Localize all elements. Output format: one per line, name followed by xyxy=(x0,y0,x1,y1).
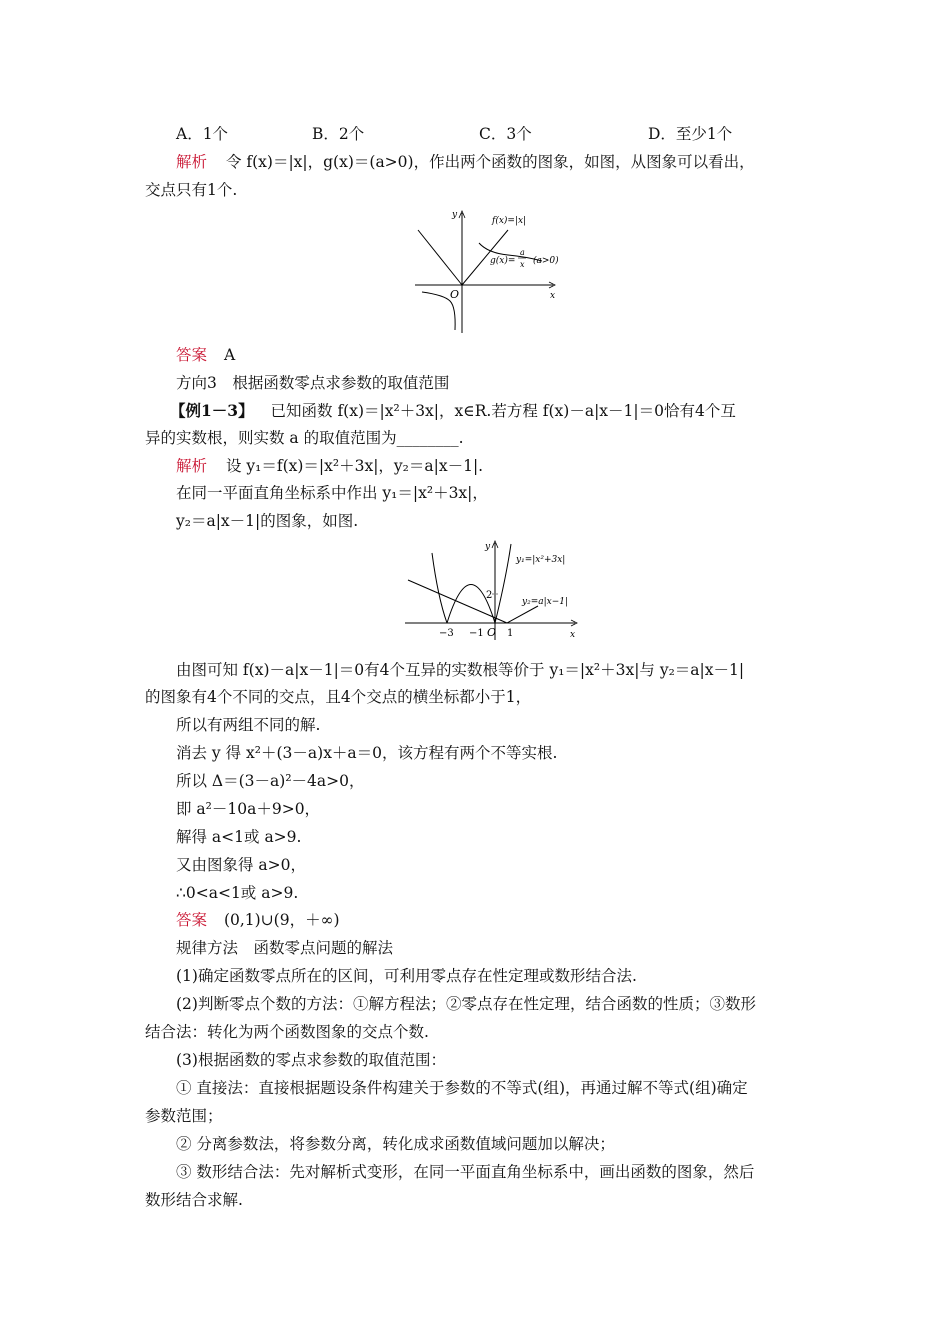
ex1-solution-cont: 交点只有1个. xyxy=(145,181,238,199)
ex2-line-12: ∴0<a<1或 a>9. xyxy=(176,884,299,902)
method-p3-3-cont: 数形结合求解. xyxy=(145,1191,243,1209)
option-c: C．3个 xyxy=(479,125,532,143)
ex2-answer xyxy=(176,910,856,930)
method-p3: (3)根据函数的零点求参数的取值范围： xyxy=(176,1051,446,1069)
method-title: 规律方法 函数零点问题的解法 xyxy=(176,939,394,957)
fig2-tick-label-1: 1 xyxy=(507,628,514,639)
fig1-label-g-denominator: x xyxy=(520,260,525,269)
section-heading: 方向3 根据函数零点求参数的取值范围 xyxy=(176,374,450,392)
solution-label: 解析 xyxy=(176,153,208,171)
fig2-abs-line-left xyxy=(408,580,507,623)
fig1-origin-label: O xyxy=(450,288,460,301)
fig2-label-y2: y₂=a|x−1| xyxy=(522,597,569,607)
figure-abs-and-reciprocal xyxy=(410,205,585,335)
solution-text: 设 y₁＝f(x)＝|x²＋3x|，y₂＝a|x－1|. xyxy=(225,457,484,475)
answer-options xyxy=(176,122,776,144)
fig2-tick-label-neg3: −3 xyxy=(439,628,454,639)
ex2-line-7: 消去 y 得 x²＋(3－a)x＋a＝0，该方程有两个不等实根. xyxy=(176,744,558,762)
ex2-solution xyxy=(176,456,856,476)
figure-abs-quadratic xyxy=(400,538,600,643)
fig1-y-label: y xyxy=(452,210,458,220)
method-p3-2: ② 分离参数法，将参数分离，转化成求函数值域问题加以解决； xyxy=(176,1135,615,1153)
option-b: B．2个 xyxy=(312,125,365,143)
example-title: 【例1－3】 xyxy=(170,401,254,420)
method-p1: (1)确定函数零点所在的区间，可利用零点存在性定理或数形结合法. xyxy=(176,967,637,985)
ex2-line-5: 的图象有4个不同的交点，且4个交点的横坐标都小于1， xyxy=(145,688,532,706)
method-p3-1-cont: 参数范围； xyxy=(145,1107,223,1125)
option-a: A．1个 xyxy=(176,125,229,143)
fig1-abs-left-branch xyxy=(418,230,462,285)
ex2-line-3: y₂＝a|x－1|的图象，如图. xyxy=(176,512,359,530)
ex2-line-8: 所以 Δ＝(3－a)²－4a>0， xyxy=(176,772,365,790)
answer-label: 答案 xyxy=(176,911,208,929)
fig1-label-g-condition: (a>0) xyxy=(533,256,559,266)
fig1-label-g: g(x)= xyxy=(490,256,516,266)
ex1-solution xyxy=(176,152,856,172)
fig2-y-label: y xyxy=(485,542,491,552)
fig2-left-parabola-branch xyxy=(432,553,447,623)
method-p2-cont: 结合法：转化为两个函数图象的交点个数. xyxy=(145,1023,429,1041)
answer-value: (0,1)∪(9，＋∞) xyxy=(223,911,340,929)
ex2-stem xyxy=(170,401,850,421)
example-stem: 已知函数 f(x)＝|x²＋3x|，x∈R.若方程 f(x)－a|x－1|＝0恰有4个互 xyxy=(270,402,736,420)
method-p2: (2)判断零点个数的方法：①解方程法；②零点存在性定理，结合函数的性质；③数形 xyxy=(176,995,756,1013)
fig2-right-parabola-branch xyxy=(495,544,511,623)
fig2-origin-label: O xyxy=(487,626,497,639)
fig2-tick-label-neg1: −1 xyxy=(469,628,484,639)
fig1-label-g-numerator: a xyxy=(520,248,525,257)
ex2-line-6: 所以有两组不同的解. xyxy=(176,716,321,734)
method-p3-3: ③ 数形结合法：先对解析式变形，在同一平面直角坐标系中，画出函数的图象，然后 xyxy=(176,1163,755,1181)
fig1-label-f: f(x)=|x| xyxy=(492,216,527,226)
ex2-line-10: 解得 a<1或 a>9. xyxy=(176,828,302,846)
answer-value: A xyxy=(223,346,236,364)
method-p3-1: ① 直接法：直接根据题设条件构建关于参数的不等式(组)，再通过解不等式(组)确定 xyxy=(176,1079,748,1097)
ex2-line-9: 即 a²－10a＋9>0， xyxy=(176,800,321,818)
ex2-line-2: 在同一平面直角坐标系中作出 y₁＝|x²＋3x|， xyxy=(176,484,488,502)
fig2-tick-label-2: 2 xyxy=(486,590,493,601)
answer-label: 答案 xyxy=(176,346,208,364)
ex2-stem-cont: 异的实数根，则实数 a 的取值范围为________. xyxy=(145,429,464,447)
solution-text: 令 f(x)＝|x|，g(x)＝(a>0)，作出两个函数的图象，如图，从图象可以看出， xyxy=(225,153,755,171)
fig2-abs-line-right xyxy=(507,606,538,623)
option-d: D．至少1个 xyxy=(648,125,733,143)
ex2-line-4: 由图可知 f(x)－a|x－1|＝0有4个互异的实数根等价于 y₁＝|x²＋3x|与 y₂＝a|x－1| xyxy=(176,661,745,679)
fig1-x-label: x xyxy=(550,291,556,301)
solution-label: 解析 xyxy=(176,457,208,475)
ex1-answer xyxy=(176,345,856,365)
fig2-label-y1: y₁=|x²+3x| xyxy=(516,555,566,565)
ex2-line-11: 又由图象得 a>0， xyxy=(176,856,307,874)
fig2-x-label: x xyxy=(570,630,576,640)
